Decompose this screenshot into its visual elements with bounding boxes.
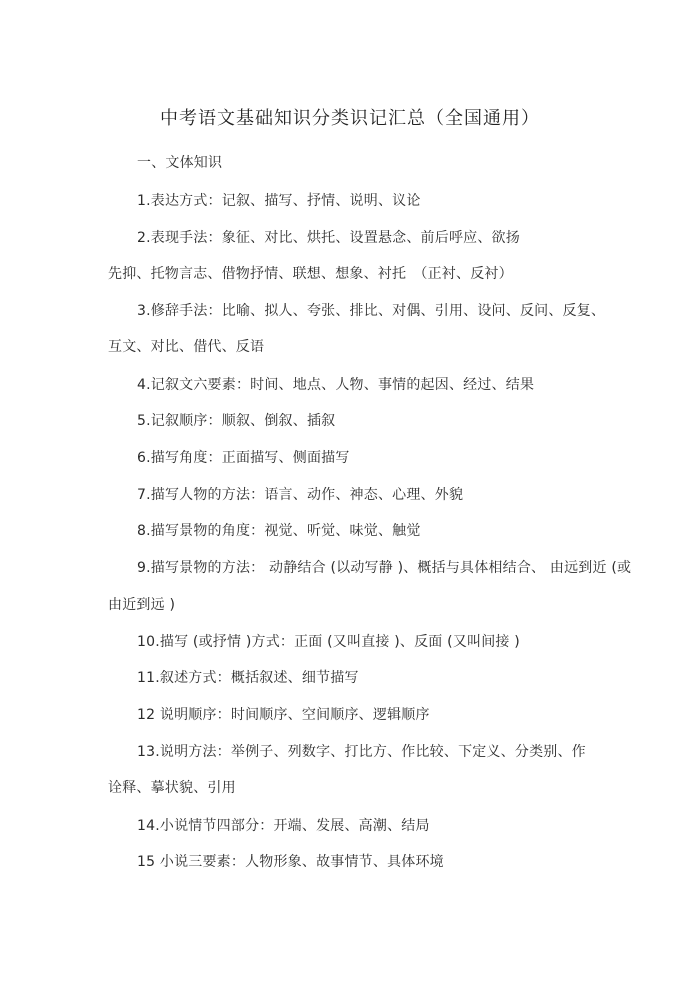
text-line-17: 诠释、摹状貌、引用 <box>108 780 236 796</box>
text-line-1: 1.表达方式：记叙、描写、抒情、说明、议论 <box>137 193 421 209</box>
text-line-11: 9.描写景物的方法： 动静结合 (以动写静 )、概括与具体相结合、 由远到近 (或 <box>137 560 632 576</box>
text-line-19: 15 小说三要素：人物形象、故事情节、具体环境 <box>137 854 444 870</box>
text-line-12: 由近到远 ) <box>108 597 176 613</box>
text-line-16: 13.说明方法：举例子、列数字、打比方、作比较、下定义、分类别、作 <box>137 744 586 760</box>
text-line-6: 4.记叙文六要素：时间、地点、人物、事情的起因、经过、结果 <box>137 377 535 393</box>
text-line-8: 6.描写角度：正面描写、侧面描写 <box>137 450 350 466</box>
section-heading: 一、文体知识 <box>137 155 223 171</box>
document-title: 中考语文基础知识分类识记汇总（全国通用） <box>160 108 540 129</box>
text-line-15: 12 说明顺序：时间顺序、空间顺序、逻辑顺序 <box>137 707 430 723</box>
text-line-18: 14.小说情节四部分：开端、发展、高潮、结局 <box>137 818 430 834</box>
text-line-2: 2.表现手法：象征、对比、烘托、设置悬念、前后呼应、欲扬 <box>137 230 520 246</box>
text-line-10: 8.描写景物的角度：视觉、听觉、味觉、触觉 <box>137 523 421 539</box>
text-line-7: 5.记叙顺序：顺叙、倒叙、插叙 <box>137 413 336 429</box>
text-line-9: 7.描写人物的方法：语言、动作、神态、心理、外貌 <box>137 487 464 503</box>
text-line-5: 互文、对比、借代、反语 <box>108 339 265 355</box>
text-line-4: 3.修辞手法：比喻、拟人、夸张、排比、对偶、引用、设问、反问、反复、 <box>137 303 606 319</box>
text-line-3: 先抑、托物言志、借物抒情、联想、想象、衬托 （正衬、反衬） <box>108 266 513 282</box>
text-line-13: 10.描写 (或抒情 )方式：正面 (又叫直接 )、反面 (又叫间接 ) <box>137 634 520 650</box>
text-line-14: 11.叙述方式：概括叙述、细节描写 <box>137 670 359 686</box>
